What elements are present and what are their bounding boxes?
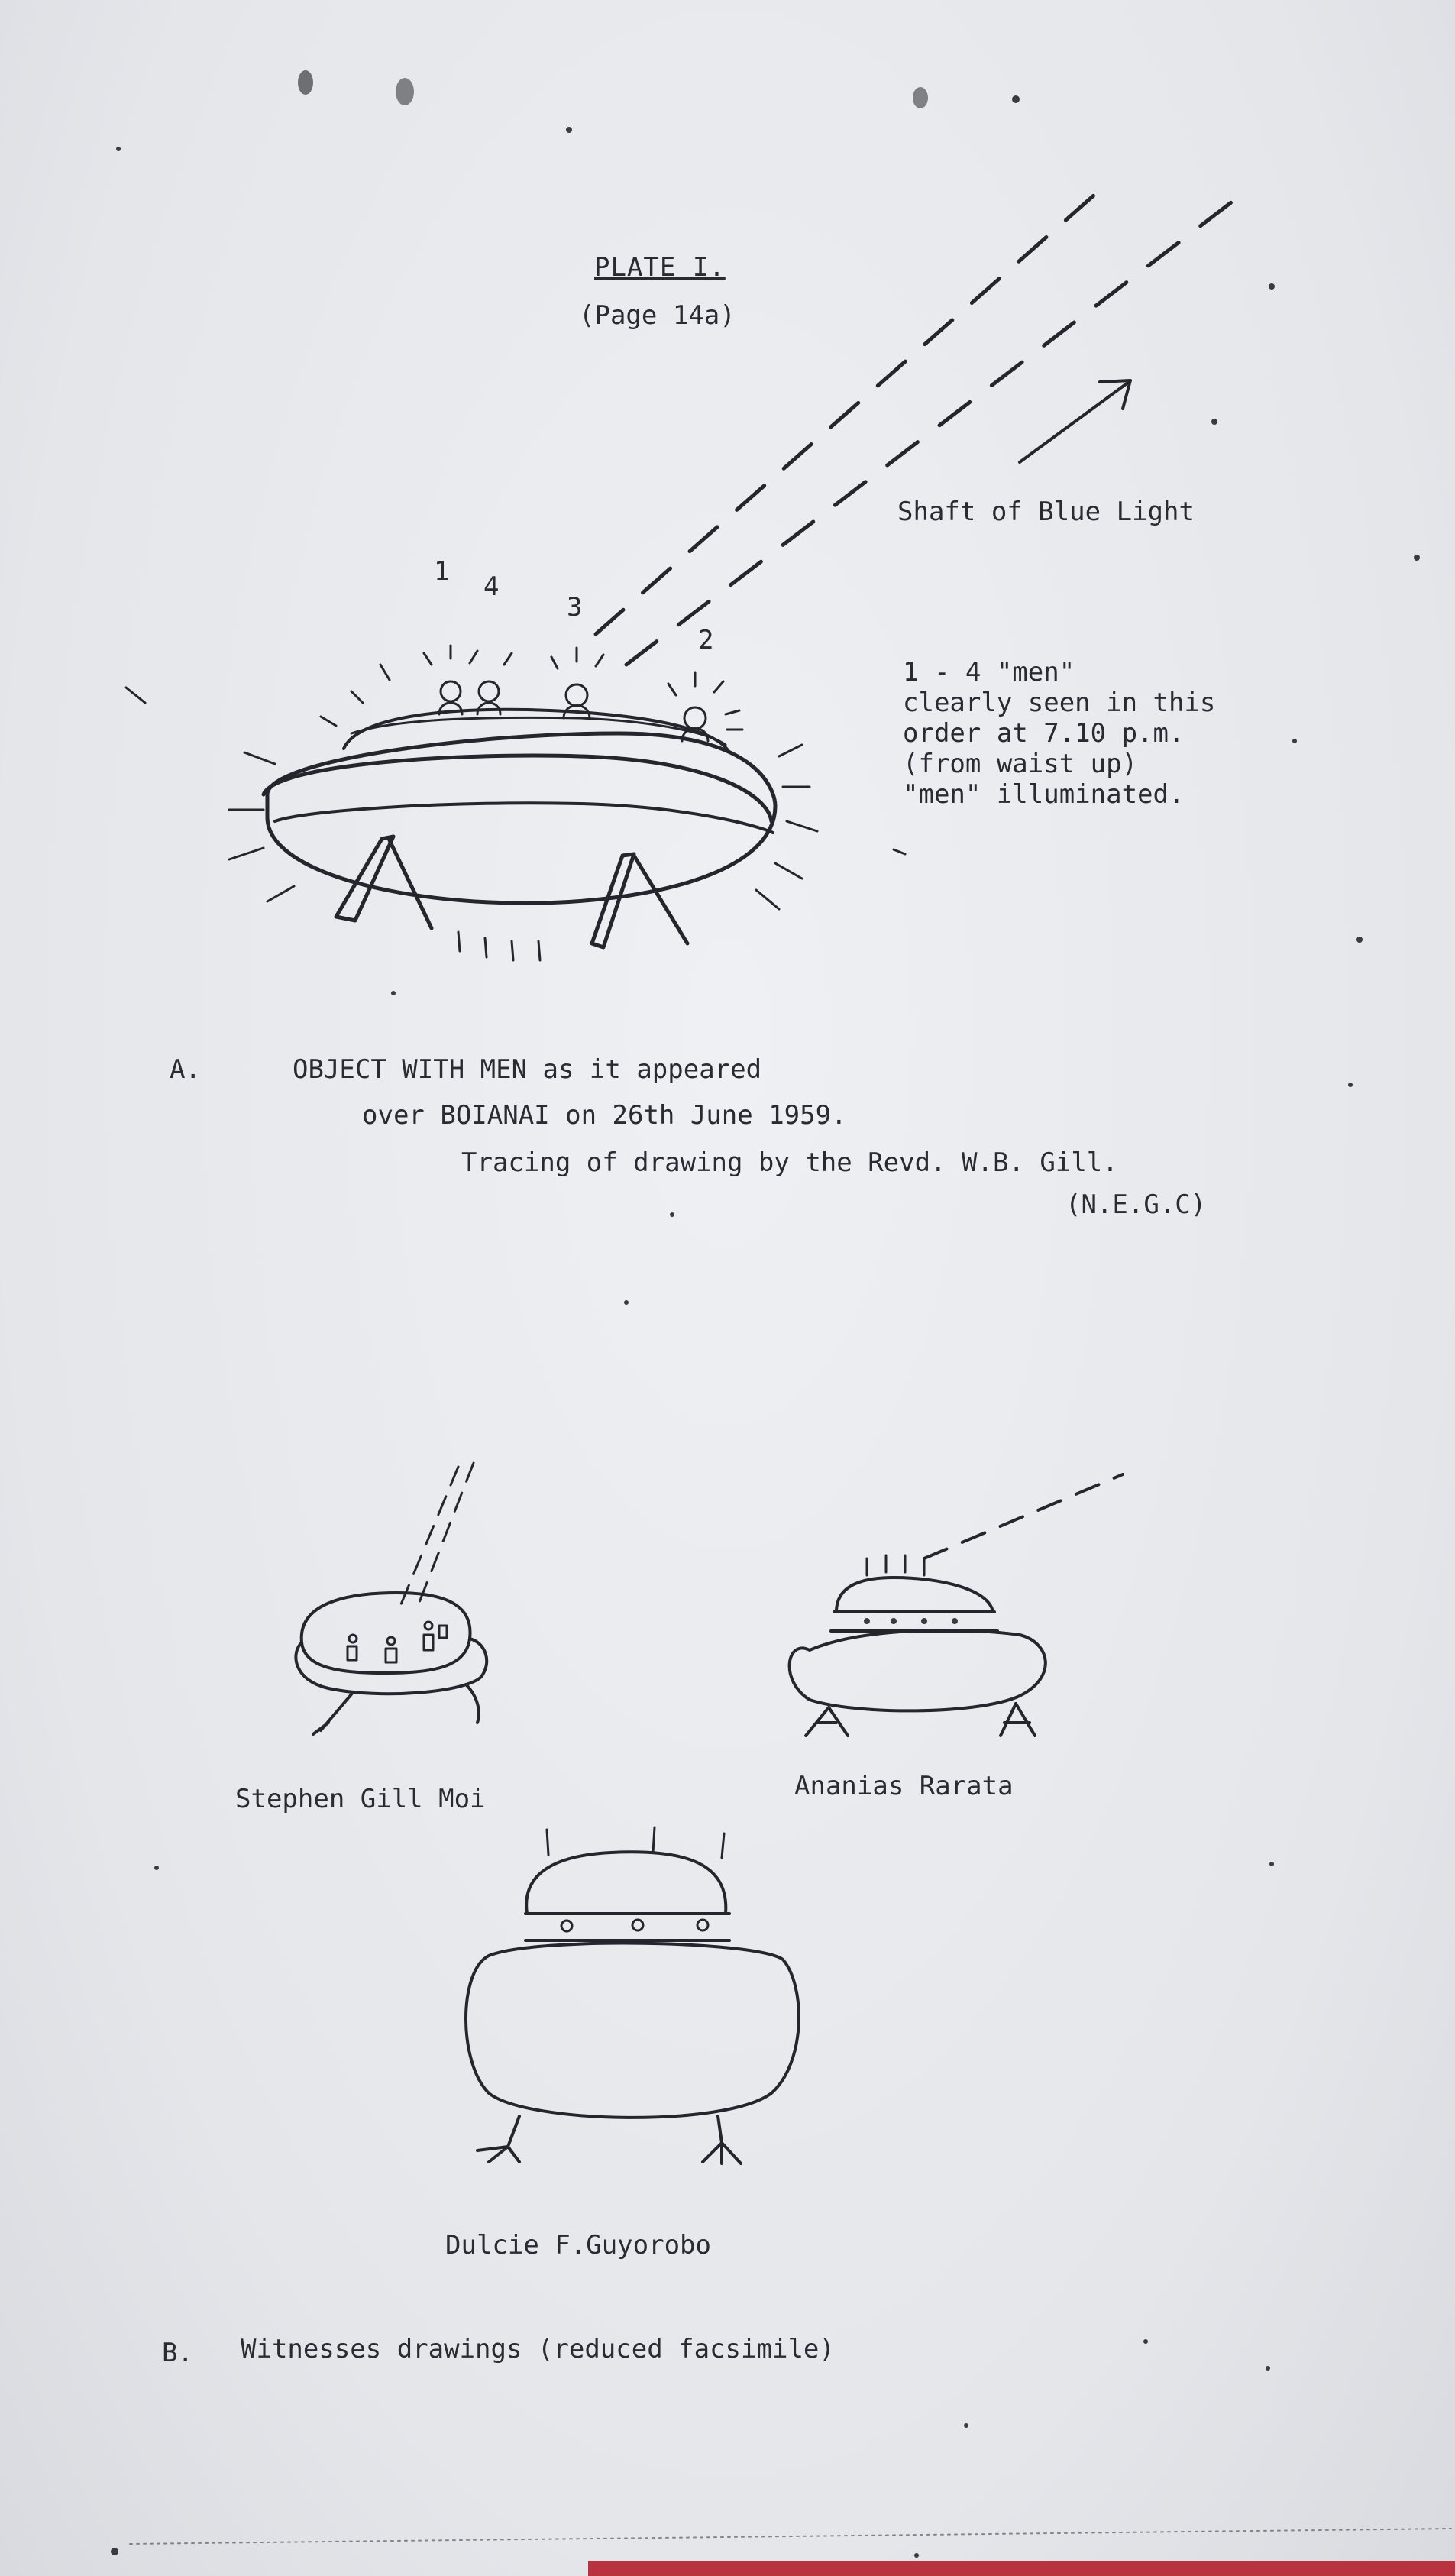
man-number-2: 2 <box>698 625 714 655</box>
men-caption-line: (from waist up) <box>903 749 1138 779</box>
man-number-1: 1 <box>434 556 450 587</box>
witness-label-ananias: Ananias Rarata <box>794 1771 1014 1801</box>
men-caption-line: clearly seen in this <box>903 688 1216 718</box>
figure-a-source: (N.E.G.C) <box>1065 1189 1207 1220</box>
man-number-3: 3 <box>567 592 583 623</box>
figure-a-letter: A. <box>170 1054 201 1085</box>
man-number-4: 4 <box>483 571 500 602</box>
figure-a-caption-line3: Tracing of drawing by the Revd. W.B. Gill. <box>461 1147 1118 1178</box>
ananias-rarata-drawing <box>790 1474 1123 1736</box>
page-reference: (Page 14a) <box>579 300 736 331</box>
beam-label: Shaft of Blue Light <box>897 497 1195 527</box>
figure-b-caption: Witnesses drawings (reduced facsimile) <box>241 2334 835 2364</box>
witness-label-stephen: Stephen Gill Moi <box>235 1784 486 1814</box>
bottom-edge-strip <box>588 2561 1455 2576</box>
witness-label-dulcie: Dulcie F.Guyorobo <box>445 2230 711 2260</box>
figure-a-caption-line1: OBJECT WITH MEN as it appeared <box>293 1054 762 1085</box>
object-with-men-drawing <box>126 646 905 960</box>
men-caption-line: 1 - 4 "men" <box>903 657 1075 688</box>
men-caption-line: order at 7.10 p.m. <box>903 718 1185 749</box>
figure-a-caption-line2: over BOIANAI on 26th June 1959. <box>362 1100 847 1131</box>
plate-title: PLATE I. <box>594 252 726 283</box>
scan-specks <box>111 70 1420 2558</box>
men-caption-line: "men" illuminated. <box>903 779 1185 810</box>
dulcie-guyorobo-drawing <box>466 1827 799 2163</box>
stephen-gill-moi-drawing <box>296 1463 487 1734</box>
blue-light-shaft-drawing <box>596 183 1241 665</box>
figure-b-letter: B. <box>162 2338 193 2368</box>
